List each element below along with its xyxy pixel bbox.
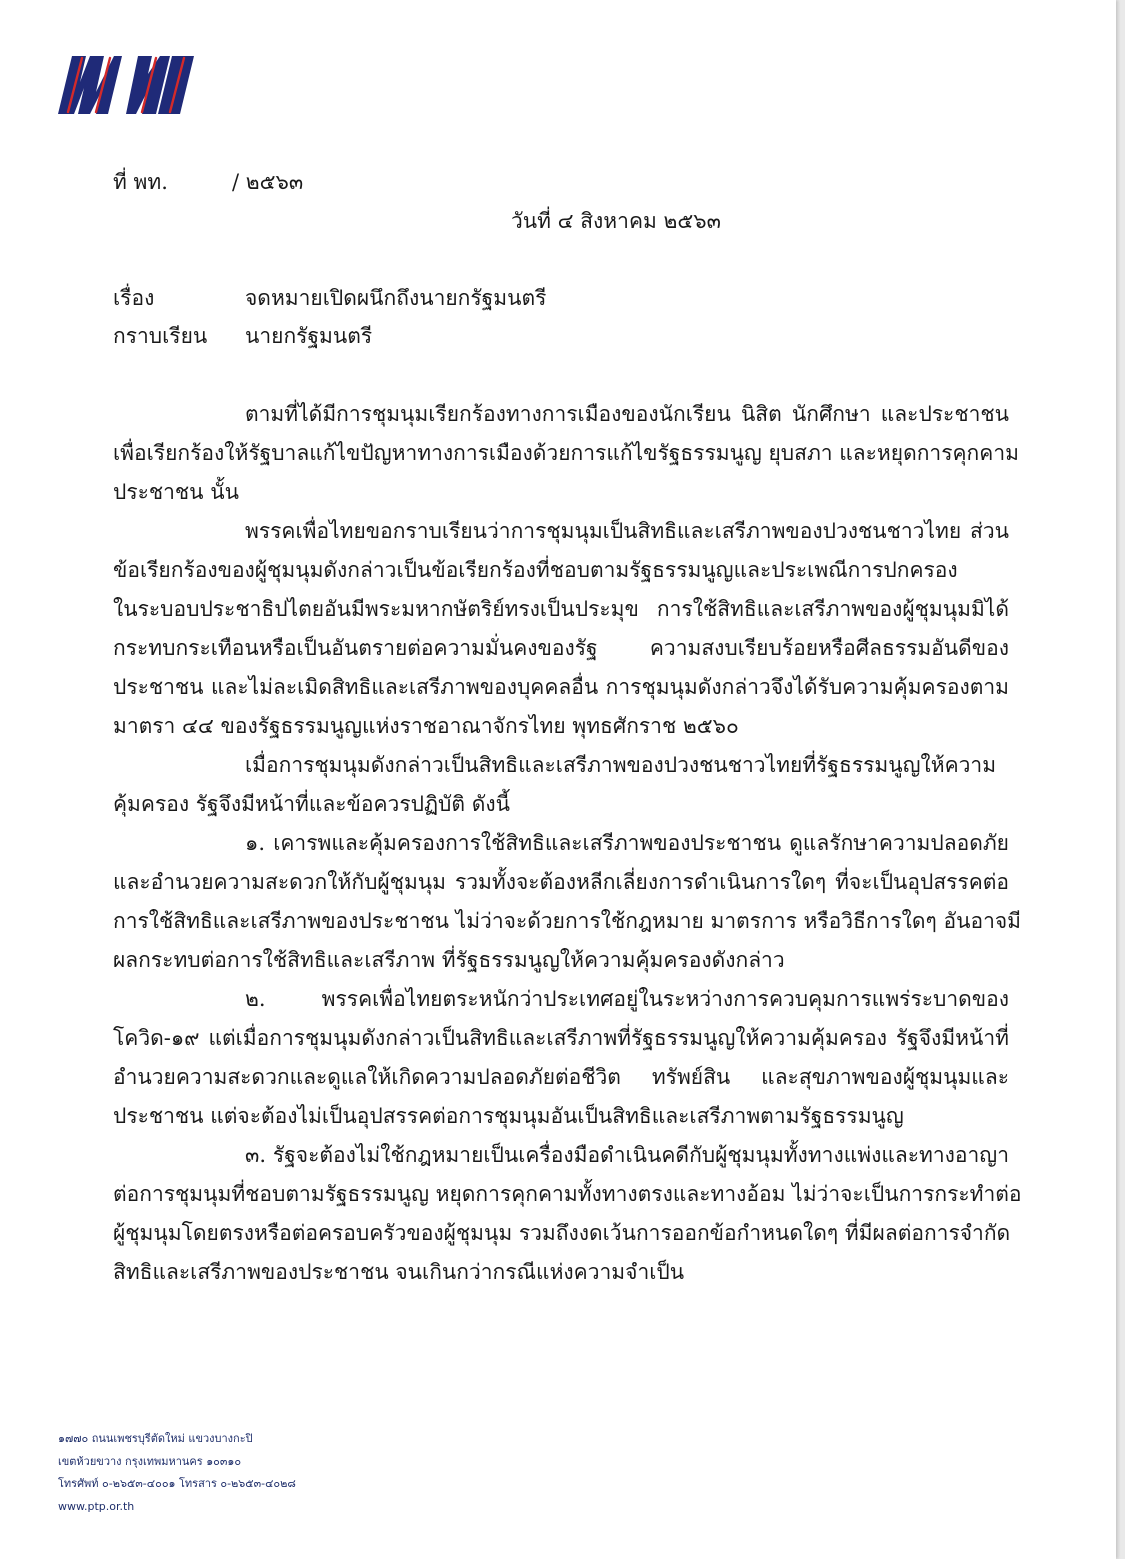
footer-website-link[interactable]: www.ptp.or.th	[58, 1500, 135, 1513]
paragraph-line: ประชาชน นั้น	[113, 480, 239, 504]
paragraph-line: ประชาชน และไม่ละเมิดสิทธิและเสรีภาพของบุคคลอื่น การชุมนุมดังกล่าวจึงได้รับความคุ้มครองตาม	[113, 675, 1009, 699]
numbered-item-line: การใช้สิทธิและเสรีภาพของประชาชน ไม่ว่าจะด้วยการใช้กฎหมาย มาตรการ หรือวิธีการใดๆ อันอาจมี	[113, 909, 1022, 933]
letter-date: วันที่ ๔ สิงหาคม ๒๕๖๓	[511, 209, 721, 233]
numbered-item-line: ผลกระทบต่อการใช้สิทธิและเสรีภาพ ที่รัฐธรรมนูญให้ความคุ้มครองดังกล่าว	[113, 948, 785, 972]
paragraph-line: พรรคเพื่อไทยขอกราบเรียนว่าการชุมนุมเป็นสิทธิและเสรีภาพของปวงชนชาวไทย ส่วน	[245, 519, 1009, 543]
numbered-item-line: ผู้ชุมนุมโดยตรงหรือต่อครอบครัวของผู้ชุมนุม รวมถึงงดเว้นการออกข้อกำหนดใดๆ ที่มีผลต่อการจำกัด	[113, 1221, 1011, 1245]
footer-contact-phone: โทรศัพท์ ๐-๒๖๕๓-๔๐๐๑ โทรสาร ๐-๒๖๕๓-๔๐๒๘	[58, 1477, 296, 1490]
numbered-item-line: ต่อการชุมนุมที่ชอบตามรัฐธรรมนูญ หยุดการคุกคามทั้งทางตรงและทางอ้อม ไม่ว่าจะเป็นการกระทำต่อ	[113, 1182, 1022, 1206]
pheu-thai-party-logo	[56, 52, 196, 118]
numbered-item-line: ๓. รัฐจะต้องไม่ใช้กฎหมายเป็นเครื่องมือดำเนินคดีกับผู้ชุมนุมทั้งทางแพ่งและทางอาญา	[245, 1143, 1009, 1167]
numbered-item-line: ๑. เคารพและคุ้มครองการใช้สิทธิและเสรีภาพของประชาชน ดูแลรักษาความปลอดภัย	[245, 831, 1009, 855]
numbered-item-line: ๒. พรรคเพื่อไทยตระหนักว่าประเทศอยู่ในระหว่างการควบคุมการแพร่ระบาดของ	[245, 987, 1009, 1011]
reference-number: / ๒๕๖๓	[232, 170, 304, 194]
subject-text: จดหมายเปิดผนึกถึงนายกรัฐมนตรี	[245, 286, 547, 310]
paragraph-line: ข้อเรียกร้องของผู้ชุมนุมดังกล่าวเป็นข้อเรียกร้องที่ชอบตามรัฐธรรมนูญและประเพณีการปกครอง	[113, 558, 958, 582]
paragraph-line: ตามที่ได้มีการชุมนุมเรียกร้องทางการเมืองของนักเรียน นิสิต นักศึกษา และประชาชน	[245, 402, 1009, 426]
numbered-item-line: และอำนวยความสะดวกให้กับผู้ชุมนุม รวมทั้งจะต้องหลีกเลี่ยงการดำเนินการใดๆ ที่จะเป็นอุปสรรคต่อ	[113, 870, 1009, 894]
numbered-item-line: อำนวยความสะดวกและดูแลให้เกิดความปลอดภัยต่อชีวิต ทรัพย์สิน และสุขภาพของผู้ชุมนุมและ	[113, 1065, 1009, 1089]
recipient-text: นายกรัฐมนตรี	[245, 324, 373, 348]
recipient-label: กราบเรียน	[113, 324, 208, 348]
numbered-item-line: สิทธิและเสรีภาพของประชาชน จนเกินกว่ากรณีแห่งความจำเป็น	[113, 1260, 685, 1284]
numbered-item-line: ประชาชน แต่จะต้องไม่เป็นอุปสรรคต่อการชุมนุมอันเป็นสิทธิและเสรีภาพตามรัฐธรรมนูญ	[113, 1104, 904, 1128]
paragraph-line: กระทบกระเทือนหรือเป็นอันตรายต่อความมั่นคงของรัฐ ความสงบเรียบร้อยหรือศีลธรรมอันดีของ	[113, 636, 1009, 660]
footer-address-line: เขตห้วยขวาง กรุงเทพมหานคร ๑๐๓๑๐	[58, 1455, 242, 1468]
footer-address-line: ๑๗๗๐ ถนนเพชรบุรีตัดใหม่ แขวงบางกะปิ	[58, 1432, 253, 1445]
numbered-item-line: โควิด-๑๙ แต่เมื่อการชุมนุมดังกล่าวเป็นสิทธิและเสรีภาพที่รัฐธรรมนูญให้ความคุ้มครอง รัฐจึงมีหน้าที่	[113, 1026, 1009, 1050]
reference-label: ที่ พท.	[113, 170, 168, 194]
paragraph-line: เพื่อเรียกร้องให้รัฐบาลแก้ไขปัญหาทางการเมืองด้วยการแก้ไขรัฐธรรมนูญ ยุบสภา และหยุดการคุกคาม	[113, 441, 1019, 465]
paragraph-line: เมื่อการชุมนุมดังกล่าวเป็นสิทธิและเสรีภาพของปวงชนชาวไทยที่รัฐธรรมนูญให้ความ	[245, 753, 997, 777]
paragraph-line: ในระบอบประชาธิปไตยอันมีพระมหากษัตริย์ทรงเป็นประมุข การใช้สิทธิและเสรีภาพของผู้ชุมนุมมิได้	[113, 597, 1009, 621]
paragraph-line: คุ้มครอง รัฐจึงมีหน้าที่และข้อควรปฏิบัติ ดังนี้	[113, 792, 510, 816]
subject-label: เรื่อง	[113, 286, 155, 310]
paragraph-line: มาตรา ๔๔ ของรัฐธรรมนูญแห่งราชอาณาจักรไทย พุทธศักราช ๒๕๖๐	[113, 714, 739, 738]
